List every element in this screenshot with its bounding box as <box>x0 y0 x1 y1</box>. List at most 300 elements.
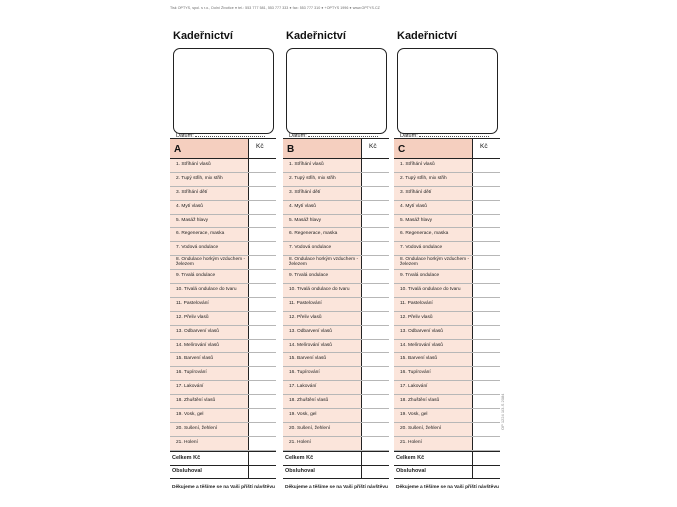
service-amount-cell[interactable] <box>248 270 276 283</box>
service-label-cell <box>170 340 248 353</box>
date-label: Datum: <box>400 133 418 139</box>
service-amount-cell[interactable] <box>248 187 276 200</box>
service-label: 6. Regenerace, maska <box>400 231 449 237</box>
served-label-cell <box>394 466 472 478</box>
currency-header: Kč <box>248 139 276 158</box>
service-label: 16. Tupírování <box>176 370 207 376</box>
service-row <box>394 298 500 312</box>
service-amount-cell[interactable] <box>248 242 276 255</box>
service-label-cell <box>283 201 361 214</box>
service-amount-cell[interactable] <box>472 423 500 436</box>
service-row <box>283 242 389 256</box>
service-label-cell <box>394 187 472 200</box>
service-rows <box>170 159 276 451</box>
service-row <box>394 201 500 215</box>
service-amount-cell[interactable] <box>248 173 276 186</box>
service-row <box>170 395 276 409</box>
service-amount-cell[interactable] <box>361 256 389 269</box>
service-label-cell <box>283 187 361 200</box>
served-row <box>170 465 276 479</box>
service-row <box>170 367 276 381</box>
service-amount-cell[interactable] <box>472 395 500 408</box>
service-row <box>170 270 276 284</box>
service-label: 11. Pastelování <box>289 300 322 306</box>
service-label-cell <box>283 367 361 380</box>
service-amount-cell[interactable] <box>472 242 500 255</box>
service-label-cell <box>170 187 248 200</box>
service-label: 15. Barvení vlasů <box>289 356 327 362</box>
service-label: 1. Stříhání vlasů <box>289 161 324 167</box>
service-amount-cell[interactable] <box>361 187 389 200</box>
date-label: Datum: <box>289 133 307 139</box>
service-amount-cell[interactable] <box>472 353 500 366</box>
served-label-cell <box>170 466 248 478</box>
service-label: 21. Holení <box>176 439 198 445</box>
service-amount-cell[interactable] <box>472 298 500 311</box>
service-amount-cell[interactable] <box>472 187 500 200</box>
service-amount-cell[interactable] <box>361 381 389 394</box>
service-label-cell <box>394 437 472 450</box>
service-table <box>170 138 276 479</box>
service-label-cell <box>170 409 248 422</box>
service-label-cell <box>394 367 472 380</box>
total-label: Celkem Kč <box>172 454 201 461</box>
service-amount-cell[interactable] <box>472 228 500 241</box>
service-label: 11. Pastelování <box>400 300 433 306</box>
service-amount-cell[interactable] <box>248 326 276 339</box>
service-label-cell <box>170 395 248 408</box>
service-row <box>283 159 389 173</box>
total-amount-cell[interactable] <box>472 452 500 465</box>
service-amount-cell[interactable] <box>361 173 389 186</box>
service-label: 19. Vosk, gel <box>289 412 317 418</box>
thanks-note: Děkujeme a těšíme se na Vaši příští návštěvu <box>172 485 275 490</box>
service-amount-cell[interactable] <box>472 201 500 214</box>
service-amount-cell[interactable] <box>361 312 389 325</box>
service-label: 7. Vodová ondulace <box>289 245 332 251</box>
service-amount-cell[interactable] <box>248 395 276 408</box>
service-label: 10. Trvalá ondulace do tvaru <box>400 287 461 292</box>
service-row <box>394 409 500 423</box>
service-label-cell <box>170 284 248 297</box>
service-label: 2. Tupý střih, mix střih <box>176 175 223 181</box>
served-label: Obsluhoval <box>285 468 315 475</box>
service-row <box>283 423 389 437</box>
service-label: 13. Odbarvení vlasů <box>176 328 219 334</box>
service-row <box>170 173 276 187</box>
service-row <box>394 215 500 229</box>
service-label: 17. Lakování <box>289 384 317 390</box>
service-row <box>394 437 500 451</box>
service-label-cell <box>170 270 248 283</box>
service-label-cell <box>283 298 361 311</box>
service-label: 15. Barvení vlasů <box>176 356 214 362</box>
service-label-cell <box>283 215 361 228</box>
service-row <box>283 187 389 201</box>
service-label-cell <box>170 159 248 172</box>
service-label: 14. Melírování vlasů <box>400 342 443 348</box>
service-row <box>394 242 500 256</box>
service-label: 17. Lakování <box>400 384 428 390</box>
service-row <box>283 312 389 326</box>
service-label-cell <box>283 173 361 186</box>
service-label-cell <box>170 423 248 436</box>
service-amount-cell[interactable] <box>472 312 500 325</box>
service-row <box>283 173 389 187</box>
service-row <box>283 284 389 298</box>
service-label-cell <box>394 312 472 325</box>
total-label-cell <box>170 452 248 465</box>
service-row <box>170 312 276 326</box>
service-amount-cell[interactable] <box>472 326 500 339</box>
service-label-cell <box>394 242 472 255</box>
service-amount-cell[interactable] <box>361 326 389 339</box>
printer-header: Tisk OPTYS, spol. s r.o., Dolní Životice ● tel.: 553 777 581, 553 777 333 ● fax: 553 777 310 ● +OPTYS 1996 ● www.OPTYS.CZ <box>170 6 380 10</box>
service-label-cell <box>283 228 361 241</box>
service-label-cell <box>283 256 361 269</box>
service-row <box>394 381 500 395</box>
service-amount-cell[interactable] <box>472 284 500 297</box>
service-label: 3. Stříhání dětí <box>176 189 208 195</box>
service-label: 1. Stříhání vlasů <box>400 161 435 167</box>
service-label-cell <box>283 423 361 436</box>
service-amount-cell[interactable] <box>248 423 276 436</box>
service-label-cell <box>283 437 361 450</box>
service-amount-cell[interactable] <box>472 381 500 394</box>
service-amount-cell[interactable] <box>361 215 389 228</box>
service-row <box>170 215 276 229</box>
service-row <box>170 423 276 437</box>
service-label: 21. Holení <box>400 439 422 445</box>
service-label-cell <box>283 312 361 325</box>
service-label-cell <box>394 173 472 186</box>
served-by-cell[interactable] <box>361 466 389 478</box>
service-label: 17. Lakování <box>176 384 204 390</box>
service-label-cell <box>170 228 248 241</box>
total-amount-cell[interactable] <box>361 452 389 465</box>
service-amount-cell[interactable] <box>472 437 500 450</box>
service-label: 10. Trvalá ondulace do tvaru <box>176 287 237 292</box>
service-row <box>394 367 500 381</box>
service-label-cell <box>170 367 248 380</box>
service-row <box>283 298 389 312</box>
service-row <box>283 201 389 215</box>
served-label: Obsluhoval <box>172 468 202 475</box>
service-label: 2. Tupý střih, mix střih <box>289 175 336 181</box>
service-label-cell <box>394 228 472 241</box>
service-row <box>170 256 276 270</box>
service-label-cell <box>170 201 248 214</box>
service-label-cell <box>283 326 361 339</box>
service-amount-cell[interactable] <box>361 423 389 436</box>
service-amount-cell[interactable] <box>472 409 500 422</box>
service-table <box>283 138 389 479</box>
service-row <box>394 284 500 298</box>
service-label: 18. Zhuštění vlasů <box>176 398 216 404</box>
total-label: Celkem Kč <box>396 454 425 461</box>
service-row <box>170 409 276 423</box>
served-row <box>394 465 500 479</box>
service-amount-cell[interactable] <box>472 159 500 172</box>
service-label-cell <box>170 326 248 339</box>
service-row <box>170 353 276 367</box>
salon-title: Kadeřnictví <box>173 30 233 42</box>
service-amount-cell[interactable] <box>361 284 389 297</box>
service-row <box>394 256 500 270</box>
service-label-cell <box>170 298 248 311</box>
service-label-cell <box>394 201 472 214</box>
service-label: 6. Regenerace, maska <box>176 231 225 237</box>
service-label: 1. Stříhání vlasů <box>176 161 211 167</box>
service-label: 18. Zhuštění vlasů <box>400 398 440 404</box>
served-by-cell[interactable] <box>472 466 500 478</box>
service-label: 5. Masáž hlavy <box>289 217 321 223</box>
service-amount-cell[interactable] <box>472 256 500 269</box>
service-row <box>394 423 500 437</box>
service-label-cell <box>394 159 472 172</box>
service-amount-cell[interactable] <box>472 173 500 186</box>
service-row <box>170 201 276 215</box>
date-label: Datum: <box>176 133 194 139</box>
service-amount-cell[interactable] <box>248 215 276 228</box>
stamp-box <box>397 48 498 134</box>
service-label-cell <box>283 395 361 408</box>
service-amount-cell[interactable] <box>248 340 276 353</box>
service-label-cell <box>170 256 248 269</box>
service-label-cell <box>170 312 248 325</box>
service-amount-cell[interactable] <box>361 340 389 353</box>
service-rows <box>283 159 389 451</box>
currency-header: Kč <box>472 139 500 158</box>
service-label-cell <box>170 437 248 450</box>
service-amount-cell[interactable] <box>361 159 389 172</box>
service-amount-cell[interactable] <box>248 298 276 311</box>
date-dotted-line <box>308 131 378 137</box>
service-label: 7. Vodová ondulace <box>176 245 219 251</box>
service-label: 18. Zhuštění vlasů <box>289 398 329 404</box>
service-row <box>394 159 500 173</box>
service-label: 13. Odbarvení vlasů <box>289 328 332 334</box>
service-amount-cell[interactable] <box>361 298 389 311</box>
service-label-cell <box>283 381 361 394</box>
total-amount-cell[interactable] <box>248 452 276 465</box>
service-row <box>283 256 389 270</box>
service-amount-cell[interactable] <box>361 228 389 241</box>
service-amount-cell[interactable] <box>472 215 500 228</box>
service-row <box>283 381 389 395</box>
service-label-cell <box>394 326 472 339</box>
service-label: 20. Sušení, žehlení <box>400 425 442 431</box>
service-label-cell <box>394 381 472 394</box>
service-label: 12. Přeliv vlasů <box>176 314 209 320</box>
service-amount-cell[interactable] <box>361 437 389 450</box>
service-label: 8. Ondulace horkým vzduchem - železem <box>400 256 470 267</box>
service-label-cell <box>394 298 472 311</box>
total-row <box>170 451 276 465</box>
service-row <box>170 326 276 340</box>
service-amount-cell[interactable] <box>361 367 389 380</box>
service-row <box>170 228 276 242</box>
service-amount-cell[interactable] <box>248 256 276 269</box>
service-row <box>394 312 500 326</box>
service-label: 11. Pastelování <box>176 300 209 306</box>
service-label: 15. Barvení vlasů <box>400 356 438 362</box>
service-label-cell <box>283 242 361 255</box>
service-row <box>394 187 500 201</box>
salon-title: Kadeřnictví <box>397 30 457 42</box>
service-label: 12. Přeliv vlasů <box>289 314 322 320</box>
date-dotted-line <box>195 131 265 137</box>
service-label: 3. Stříhání dětí <box>289 189 321 195</box>
service-row <box>394 326 500 340</box>
thanks-note: Děkujeme a těšíme se na Vaši příští návštěvu <box>285 485 388 490</box>
currency-header: Kč <box>361 139 389 158</box>
service-label: 4. Mytí vlasů <box>289 203 316 209</box>
service-label: 20. Sušení, žehlení <box>176 425 218 431</box>
service-label-cell <box>283 353 361 366</box>
service-table <box>394 138 500 479</box>
service-label: 7. Vodová ondulace <box>400 245 443 251</box>
service-label-cell <box>394 256 472 269</box>
service-amount-cell[interactable] <box>361 395 389 408</box>
service-row <box>283 326 389 340</box>
service-amount-cell[interactable] <box>248 381 276 394</box>
service-amount-cell[interactable] <box>472 367 500 380</box>
service-amount-cell[interactable] <box>248 159 276 172</box>
service-amount-cell[interactable] <box>361 201 389 214</box>
service-label: 8. Ondulace horkým vzduchem - železem <box>176 256 246 267</box>
service-label-cell <box>170 173 248 186</box>
service-label: 3. Stříhání dětí <box>400 189 432 195</box>
service-label-cell <box>394 215 472 228</box>
column-letter: A <box>170 139 248 158</box>
service-row <box>394 395 500 409</box>
column-letter: B <box>283 139 361 158</box>
column-letter: C <box>394 139 472 158</box>
service-row <box>283 228 389 242</box>
service-label-cell <box>394 423 472 436</box>
service-row <box>283 215 389 229</box>
service-row <box>170 284 276 298</box>
total-label-cell <box>283 452 361 465</box>
service-row <box>170 242 276 256</box>
form-code: OP 1224 1/3-S 2084 <box>500 393 505 430</box>
served-label: Obsluhoval <box>396 468 426 475</box>
service-row <box>283 395 389 409</box>
service-amount-cell[interactable] <box>248 201 276 214</box>
service-row <box>170 381 276 395</box>
service-label-cell <box>394 340 472 353</box>
service-row <box>283 409 389 423</box>
service-label-cell <box>394 395 472 408</box>
table-header <box>394 138 500 159</box>
service-label: 10. Trvalá ondulace do tvaru <box>289 287 350 292</box>
service-label: 16. Tupírování <box>289 370 320 376</box>
salon-title: Kadeřnictví <box>286 30 346 42</box>
service-amount-cell[interactable] <box>361 353 389 366</box>
service-label: 4. Mytí vlasů <box>176 203 203 209</box>
service-amount-cell[interactable] <box>248 284 276 297</box>
service-row <box>283 340 389 354</box>
service-amount-cell[interactable] <box>248 312 276 325</box>
thanks-note: Děkujeme a těšíme se na Vaši příští návštěvu <box>396 485 499 490</box>
served-row <box>283 465 389 479</box>
service-amount-cell[interactable] <box>472 340 500 353</box>
service-row <box>283 437 389 451</box>
service-row <box>283 367 389 381</box>
service-label-cell <box>394 409 472 422</box>
service-amount-cell[interactable] <box>248 437 276 450</box>
service-label: 4. Mytí vlasů <box>400 203 427 209</box>
service-label-cell <box>283 159 361 172</box>
service-amount-cell[interactable] <box>248 228 276 241</box>
service-label-cell <box>283 409 361 422</box>
service-label: 5. Masáž hlavy <box>176 217 208 223</box>
stamp-box <box>286 48 387 134</box>
service-row <box>394 270 500 284</box>
service-label: 21. Holení <box>289 439 311 445</box>
service-row <box>283 353 389 367</box>
total-label: Celkem Kč <box>285 454 314 461</box>
service-label-cell <box>283 340 361 353</box>
service-row <box>170 159 276 173</box>
total-row <box>394 451 500 465</box>
service-label: 9. Trvalá ondulace <box>176 273 216 279</box>
table-header <box>170 138 276 159</box>
total-row <box>283 451 389 465</box>
service-label: 8. Ondulace horkým vzduchem - železem <box>289 256 359 267</box>
service-label: 19. Vosk, gel <box>400 412 428 418</box>
service-amount-cell[interactable] <box>248 367 276 380</box>
service-label: 16. Tupírování <box>400 370 431 376</box>
service-label: 9. Trvalá ondulace <box>400 273 440 279</box>
service-row <box>394 340 500 354</box>
service-amount-cell[interactable] <box>361 242 389 255</box>
service-label: 12. Přeliv vlasů <box>400 314 433 320</box>
service-row <box>170 437 276 451</box>
service-label: 13. Odbarvení vlasů <box>400 328 443 334</box>
service-row <box>170 298 276 312</box>
served-by-cell[interactable] <box>248 466 276 478</box>
service-label: 9. Trvalá ondulace <box>289 273 329 279</box>
service-amount-cell[interactable] <box>472 270 500 283</box>
service-amount-cell[interactable] <box>248 409 276 422</box>
service-label-cell <box>394 270 472 283</box>
service-label-cell <box>394 353 472 366</box>
service-label: 5. Masáž hlavy <box>400 217 432 223</box>
service-label-cell <box>394 284 472 297</box>
service-label-cell <box>170 353 248 366</box>
date-dotted-line <box>419 131 489 137</box>
service-row <box>170 187 276 201</box>
service-label: 14. Melírování vlasů <box>176 342 219 348</box>
service-amount-cell[interactable] <box>248 353 276 366</box>
service-row <box>283 270 389 284</box>
service-amount-cell[interactable] <box>361 409 389 422</box>
service-amount-cell[interactable] <box>361 270 389 283</box>
service-row <box>394 228 500 242</box>
service-label: 2. Tupý střih, mix střih <box>400 175 447 181</box>
service-row <box>394 353 500 367</box>
service-label: 19. Vosk, gel <box>176 412 204 418</box>
total-label-cell <box>394 452 472 465</box>
service-rows <box>394 159 500 451</box>
service-row <box>394 173 500 187</box>
service-label-cell <box>170 381 248 394</box>
table-header <box>283 138 389 159</box>
service-label: 20. Sušení, žehlení <box>289 425 331 431</box>
served-label-cell <box>283 466 361 478</box>
